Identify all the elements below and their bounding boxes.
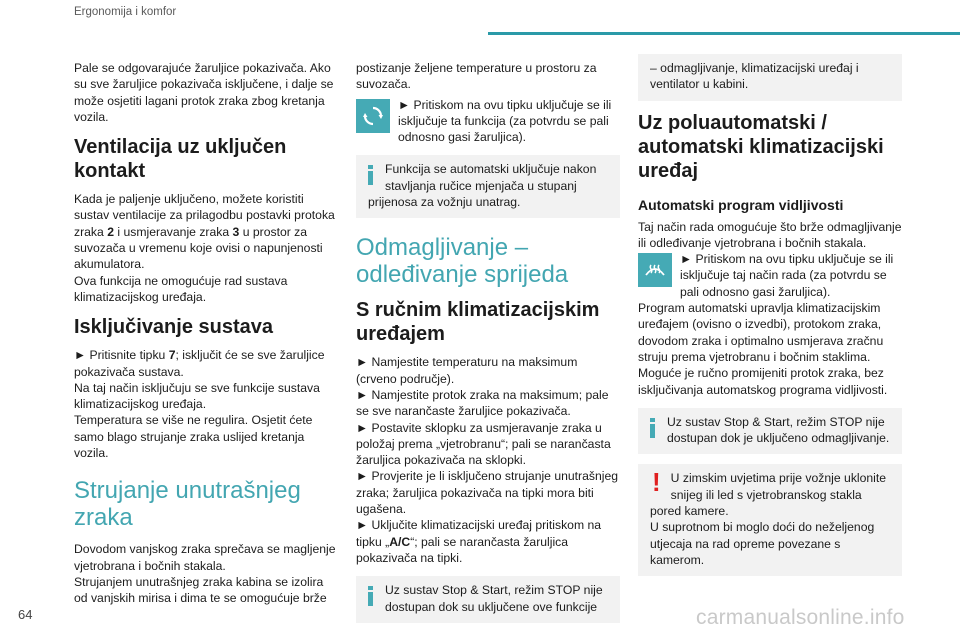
- warning-icon: !: [652, 467, 661, 498]
- warning-note: [638, 464, 902, 576]
- info-note: [356, 576, 620, 623]
- paragraph: Strujanjem unutrašnjeg zraka kabina se izolira od vanjskih mirisa i dima te se omogućuje brže: [74, 574, 327, 606]
- running-header: Ergonomija i komfor: [74, 6, 177, 18]
- info-note-text: Uz sustav Stop & Start, režim STOP nije dostupan dok su uključene ove funkcije: [385, 583, 603, 614]
- icon-instruction-text: ► Pritiskom na ovu tipku uključuje se ili isključuje ta funkcija (za potvrdu se pali odnosno gasi žaruljica).: [398, 97, 612, 145]
- column-2: [356, 60, 620, 633]
- info-note-text: – odmagljivanje, klimatizacijski uređaj i ventilator u kabini.: [650, 61, 859, 92]
- heading-system-off: Isključivanje sustava: [74, 316, 274, 339]
- column-1: [74, 60, 338, 607]
- bullet: ► Uključite klimatizacijski uređaj pritiskom na tipku „A/C“; pali se narančasta žaruljica pokazivača na tipki.: [356, 518, 602, 565]
- bullet: ► Postavite sklopku za usmjeravanje zraka u položaj prema „vjetrobranu“; pali se narančasta žaruljica pokazivača na sklopki.: [356, 420, 611, 468]
- column-3: [638, 60, 902, 586]
- bullet: ► Namjestite temperaturu na maksimum (crveno područje).: [356, 355, 578, 386]
- paragraph: Moguće je ručno promijeniti protok zraka, bez isključivanja automatskog programa vidljivosti.: [638, 366, 888, 397]
- paragraph: Temperatura se više ne regulira. Osjetit ćete samo blago strujanje zraka uslijed kretanja vozila.: [74, 413, 313, 461]
- heading-visibility-program: Automatski program vidljivosti: [638, 196, 844, 213]
- recirculation-icon: [356, 99, 390, 133]
- bullet: ► Namjestite protok zraka na maksimum; pale se sve narančaste žaruljice pokazivača.: [356, 387, 609, 419]
- windscreen-defrost-icon: [638, 253, 672, 287]
- info-note-text: Uz sustav Stop & Start, režim STOP nije dostupan dok je uključeno odmagljivanje.: [667, 414, 890, 446]
- paragraph: Program automatski upravlja klimatizacijskim uređajem (ovisno o izvedbi), protokom zraka, dovodom zraka i optimalno usmjerava zračnu struju prema vjetrobranu i bočnim staklima.: [638, 301, 884, 364]
- icon-instruction: [356, 97, 620, 146]
- info-note-continued: [638, 54, 902, 101]
- warning-note-text: U suprotnom bi moglo doći do neželjenog utjecaja na rad opreme povezane s kamerom.: [650, 520, 875, 567]
- info-icon: [368, 586, 373, 604]
- info-icon: [368, 165, 373, 183]
- header-accent-bar: [488, 32, 960, 35]
- info-note: [356, 155, 620, 218]
- paragraph: Taj način rada omogućuje što brže odmagljivanje ili odleđivanje vjetrobrana i bočnih stakala.: [638, 219, 902, 250]
- bullet: ► Pritisnite tipku 7; isključit će se sve žaruljice pokazivača sustava.: [74, 348, 325, 379]
- paragraph: Dovodom vanjskog zraka sprečava se magljenje vjetrobrana i bočnih stakala.: [74, 542, 336, 573]
- paragraph: Pale se odgovarajuće žaruljice pokazivača. Ako su sve žaruljice pokazivača isključene, i dalje se može osjetiti lagani protok zraka zbog kretanja vozila.: [74, 61, 334, 124]
- heading-ventilation: Ventilacija uz uključen kontakt: [74, 136, 287, 183]
- info-icon: [650, 418, 655, 436]
- info-note-text: Funkcija se automatski uključuje nakon stavljanja ručice mjenjača u stupanj prijenosa za vožnju unatrag.: [368, 162, 597, 210]
- paragraph: Na taj način isključuju se sve funkcije sustava klimatizacijskog uređaja.: [74, 380, 320, 412]
- paragraph: Ova funkcija ne omogućuje rad sustava klimatizacijskog uređaja.: [74, 273, 288, 304]
- heading-defrost: Odmagljivanje – odleđivanje sprijeda: [356, 234, 569, 289]
- paragraph: postizanje željene temperature u prostoru za suvozača.: [356, 61, 597, 92]
- icon-instruction: [638, 251, 902, 300]
- bullet: ► Provjerite je li isključeno strujanje unutrašnjeg zraka; žaruljica pokazivača na tipki mora biti ugašena.: [356, 469, 619, 517]
- info-note: [638, 408, 902, 455]
- paragraph-ventilation: Kada je paljenje uključeno, možete koristiti sustav ventilacije za prilagodbu postavki protoka zraka 2 i usmjeravanje zraka 3 u prostor za suvozača u vremenu koje ovisi o napunjenosti akumulatora.: [74, 192, 335, 272]
- heading-recirculation: Strujanje unutrašnjeg zraka: [74, 477, 301, 532]
- heading-auto-ac: Uz poluautomatski / automatski klimatizacijski uređaj: [638, 111, 884, 182]
- page-number: 64: [18, 607, 33, 622]
- warning-note-text: U zimskim uvjetima prije vožnje uklonite snijeg ili led s vjetrobranskog stakla pored kamere.: [650, 471, 887, 519]
- icon-instruction-text: ► Pritiskom na ovu tipku uključuje se ili isključuje taj način rada (za potvrdu se pali odnosno gasi žaruljica).: [680, 252, 894, 299]
- heading-manual-ac: S ručnim klimatizacijskim uređajem: [356, 299, 600, 346]
- watermark: carmanualsonline.info: [696, 606, 905, 629]
